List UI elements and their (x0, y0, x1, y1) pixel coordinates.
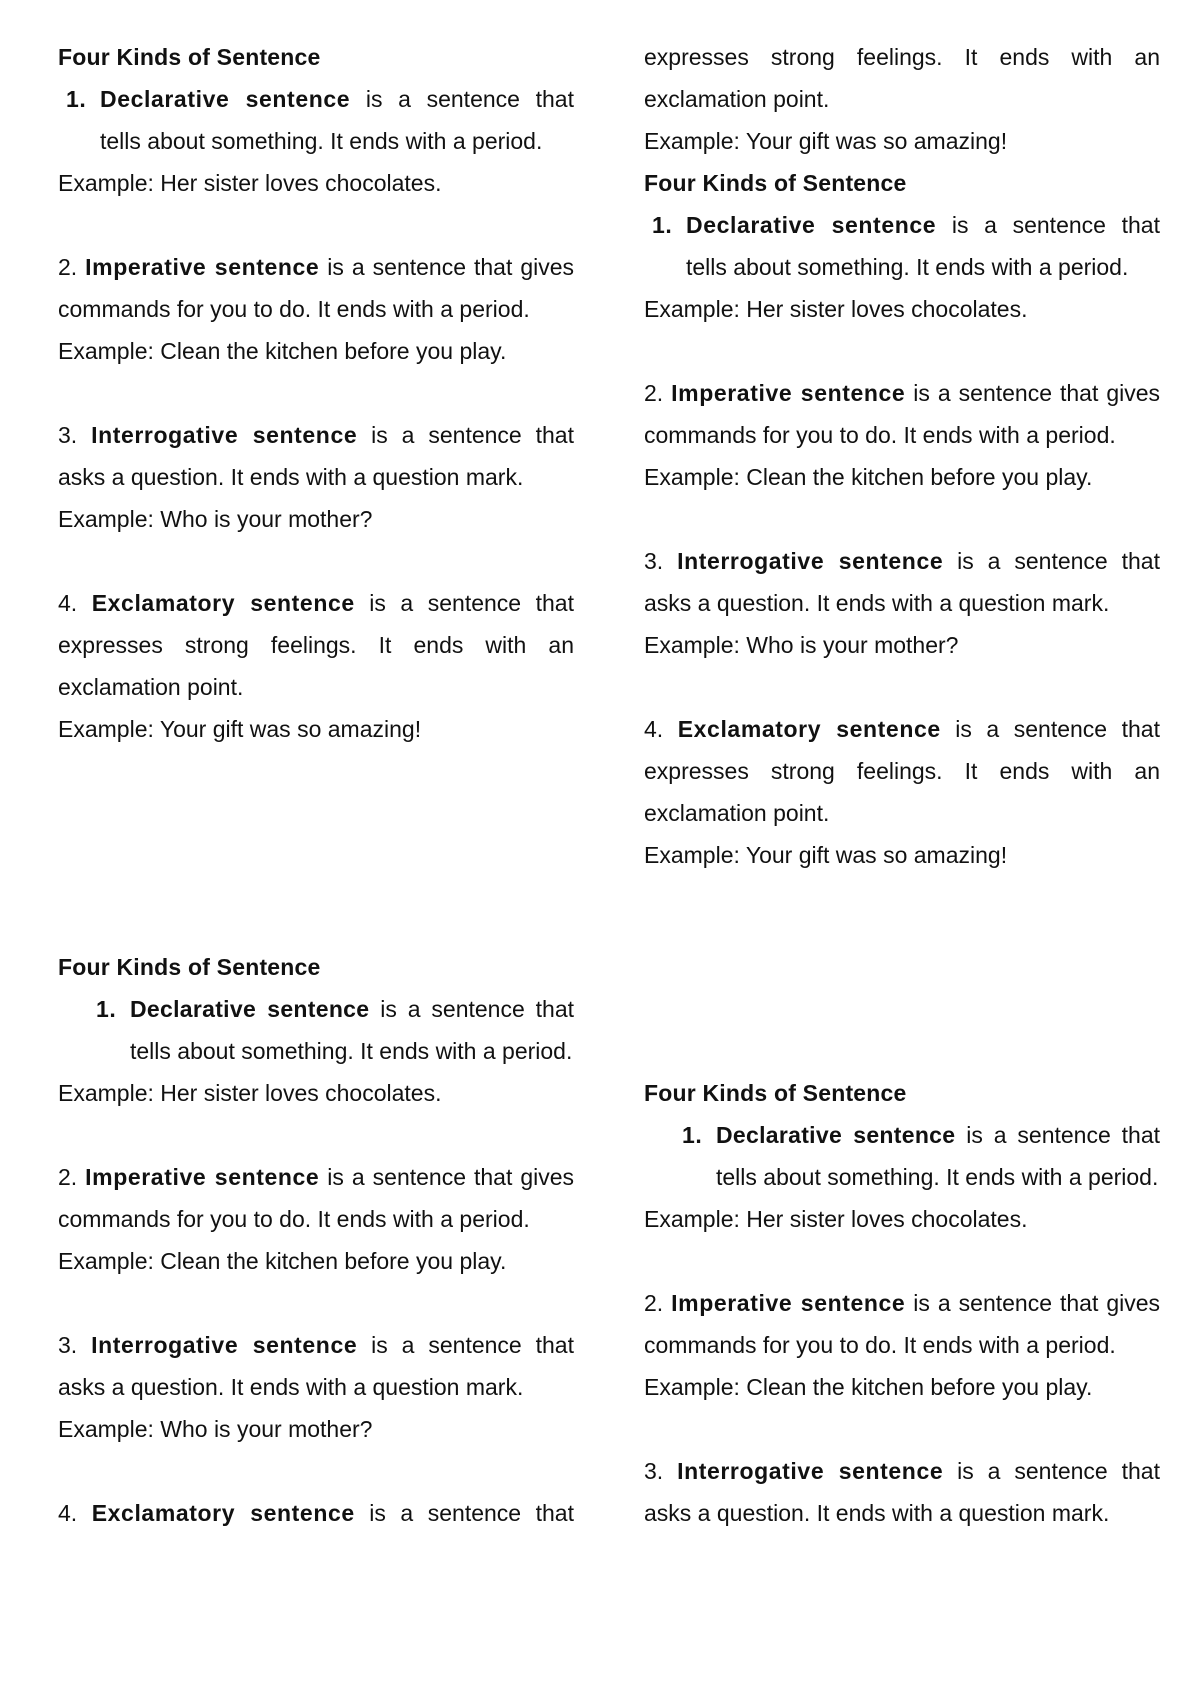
handout-top-right (644, 36, 1160, 876)
declarative-item (58, 988, 574, 1072)
item-number: 2. (644, 380, 672, 406)
interrogative-term: Interrogative sentence (677, 1458, 944, 1484)
exclamatory-item (58, 582, 574, 708)
item-number: 1. (652, 212, 673, 238)
declarative-example: Example: Her sister loves chocolates. (58, 1080, 442, 1106)
declarative-example: Example: Her sister loves chocolates. (644, 1206, 1028, 1232)
handout-bottom-right (644, 1072, 1160, 1534)
exclamatory-item (644, 708, 1160, 834)
exclamatory-term: Exclamatory sentence (677, 716, 941, 742)
imperative-term: Imperative sentence (85, 254, 320, 280)
imperative-definition: is a sentence that gives commands for you to do. It ends with a period. (58, 1164, 575, 1232)
interrogative-example: Example: Who is your mother? (58, 506, 373, 532)
declarative-term: Declarative sentence (100, 86, 351, 112)
handout-bottom-left (58, 946, 574, 1534)
item-number: 3. (644, 1458, 678, 1484)
item-number: 2. (58, 1164, 86, 1190)
imperative-item (644, 372, 1160, 456)
item-number: 4. (644, 716, 678, 742)
interrogative-item (644, 1450, 1160, 1534)
imperative-definition: is a sentence that gives commands for you to do. It ends with a period. (644, 380, 1161, 448)
imperative-item (58, 246, 574, 330)
interrogative-definition: is a sentence that asks a question. It ends with a question mark. (58, 422, 574, 490)
handout-title: Four Kinds of Sentence (644, 1080, 907, 1106)
item-number: 4. (58, 1500, 92, 1526)
imperative-term: Imperative sentence (671, 1290, 906, 1316)
imperative-definition: is a sentence that gives commands for you to do. It ends with a period. (58, 254, 575, 322)
interrogative-item (644, 540, 1160, 624)
interrogative-definition: is a sentence that asks a question. It ends with a question mark. (644, 548, 1160, 616)
item-number: 1. (682, 1122, 703, 1148)
declarative-example: Example: Her sister loves chocolates. (58, 170, 442, 196)
exclamatory-continuation: expresses strong feelings. It ends with an exclamation point. (644, 44, 1160, 112)
interrogative-definition: is a sentence that asks a question. It ends with a question mark. (58, 1332, 574, 1400)
item-number: 2. (644, 1290, 672, 1316)
interrogative-definition: is a sentence that asks a question. It ends with a question mark. (644, 1458, 1160, 1526)
item-number: 4. (58, 590, 92, 616)
imperative-item (644, 1282, 1160, 1366)
item-number: 1. (96, 996, 117, 1022)
item-number: 3. (58, 1332, 92, 1358)
declarative-term: Declarative sentence (686, 212, 937, 238)
declarative-definition: is a sentence that tells about something. It ends with a period. (130, 996, 574, 1064)
interrogative-term: Interrogative sentence (677, 548, 944, 574)
imperative-item (58, 1156, 574, 1240)
handout-title: Four Kinds of Sentence (644, 170, 907, 196)
exclamatory-definition: is a sentence that expresses strong feelings. It ends with an exclamation point. (644, 716, 1160, 826)
exclamatory-definition-cut: is a sentence that (354, 1500, 574, 1526)
exclamatory-example: Example: Your gift was so amazing! (58, 716, 422, 742)
exclamatory-example: Example: Your gift was so amazing! (644, 128, 1008, 154)
interrogative-term: Interrogative sentence (91, 422, 358, 448)
item-number: 2. (58, 254, 86, 280)
imperative-term: Imperative sentence (671, 380, 906, 406)
imperative-term: Imperative sentence (85, 1164, 320, 1190)
item-number: 1. (66, 86, 87, 112)
handout-top-left (58, 36, 574, 750)
declarative-definition: is a sentence that tells about something. It ends with a period. (100, 86, 574, 154)
interrogative-item (58, 1324, 574, 1408)
declarative-definition: is a sentence that tells about something. It ends with a period. (686, 212, 1160, 280)
imperative-example: Example: Clean the kitchen before you play. (58, 1248, 507, 1274)
imperative-example: Example: Clean the kitchen before you play. (644, 1374, 1093, 1400)
exclamatory-term: Exclamatory sentence (91, 1500, 355, 1526)
interrogative-example: Example: Who is your mother? (58, 1416, 373, 1442)
exclamatory-term: Exclamatory sentence (91, 590, 355, 616)
imperative-definition: is a sentence that gives commands for you to do. It ends with a period. (644, 1290, 1161, 1358)
declarative-item (644, 1114, 1160, 1198)
imperative-example: Example: Clean the kitchen before you play. (644, 464, 1093, 490)
declarative-term: Declarative sentence (130, 996, 370, 1022)
declarative-term: Declarative sentence (716, 1122, 956, 1148)
interrogative-term: Interrogative sentence (91, 1332, 358, 1358)
imperative-example: Example: Clean the kitchen before you play. (58, 338, 507, 364)
interrogative-example: Example: Who is your mother? (644, 632, 959, 658)
item-number: 3. (58, 422, 92, 448)
exclamatory-example: Example: Your gift was so amazing! (644, 842, 1008, 868)
handout-title: Four Kinds of Sentence (58, 44, 321, 70)
declarative-definition: is a sentence that tells about something. It ends with a period. (716, 1122, 1160, 1190)
declarative-example: Example: Her sister loves chocolates. (644, 296, 1028, 322)
interrogative-item (58, 414, 574, 498)
item-number: 3. (644, 548, 678, 574)
exclamatory-item-cut (58, 1492, 574, 1534)
declarative-item (644, 204, 1160, 288)
handout-title: Four Kinds of Sentence (58, 954, 321, 980)
exclamatory-definition: is a sentence that expresses strong feelings. It ends with an exclamation point. (58, 590, 574, 700)
declarative-item (58, 78, 574, 162)
